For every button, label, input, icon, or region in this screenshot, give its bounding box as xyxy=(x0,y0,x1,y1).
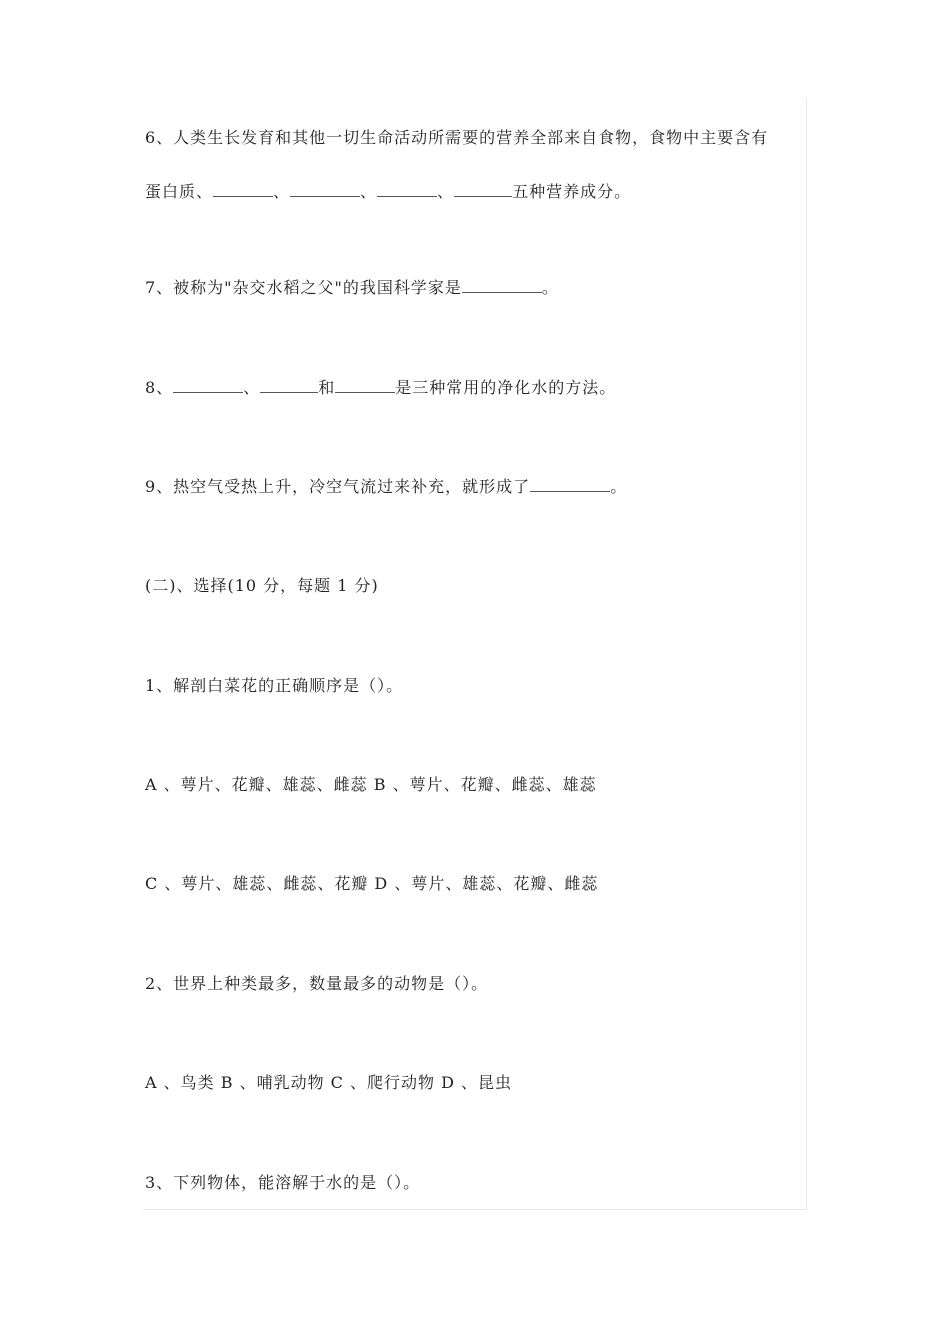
choice-3-text: 3、下列物体，能溶解于水的是（）。 xyxy=(145,1173,421,1192)
question-8 xyxy=(145,378,616,398)
choice-1-options-cd xyxy=(145,874,598,894)
page-frame xyxy=(143,98,807,1210)
question-8-prefix: 8、 xyxy=(145,378,174,397)
separator: 、 xyxy=(437,182,455,201)
answer-blank[interactable] xyxy=(173,378,243,393)
question-9 xyxy=(145,477,627,497)
choice-question-2 xyxy=(145,974,488,994)
section-2-title: (二)、选择(10 分，每题 1 分) xyxy=(145,576,379,595)
choice-question-3 xyxy=(145,1173,420,1193)
answer-blank[interactable] xyxy=(290,182,360,197)
separator: 、 xyxy=(360,182,378,201)
answer-blank[interactable] xyxy=(462,278,542,293)
question-6-suffix: 五种营养成分。 xyxy=(512,182,632,201)
answer-blank[interactable] xyxy=(335,378,395,393)
options-text: A 、萼片、花瓣、雄蕊、雌蕊 B 、萼片、花瓣、雌蕊、雄蕊 xyxy=(145,775,597,794)
question-9-text: 9、热空气受热上升，冷空气流过来补充，就形成了 xyxy=(145,477,531,496)
answer-blank[interactable] xyxy=(377,182,437,197)
options-text: C 、萼片、雄蕊、雌蕊、花瓣 D 、萼片、雄蕊、花瓣、雌蕊 xyxy=(145,874,599,893)
question-6-line-2 xyxy=(145,182,631,202)
separator: 、 xyxy=(243,378,261,397)
question-6-prefix: 蛋白质、 xyxy=(145,182,214,201)
answer-blank[interactable] xyxy=(260,378,318,393)
choice-2-options xyxy=(145,1073,512,1093)
choice-1-options-ab xyxy=(145,775,597,795)
question-9-suffix: 。 xyxy=(610,477,628,496)
choice-1-text: 1、解剖白菜花的正确顺序是（）。 xyxy=(145,676,404,695)
question-7 xyxy=(145,278,559,298)
connector: 和 xyxy=(318,378,336,397)
question-8-suffix: 是三种常用的净化水的方法。 xyxy=(395,378,617,397)
answer-blank[interactable] xyxy=(213,182,273,197)
choice-question-1 xyxy=(145,676,403,696)
answer-blank[interactable] xyxy=(454,182,512,197)
answer-blank[interactable] xyxy=(530,477,610,492)
choice-2-text: 2、世界上种类最多，数量最多的动物是（）。 xyxy=(145,974,489,993)
section-title xyxy=(145,576,379,596)
question-7-suffix: 。 xyxy=(541,278,559,297)
options-text: A 、鸟类 B 、哺乳动物 C 、爬行动物 D 、昆虫 xyxy=(145,1073,512,1092)
question-7-text: 7、被称为"杂交水稻之父"的我国科学家是 xyxy=(145,278,462,297)
separator: 、 xyxy=(273,182,291,201)
question-6-line-1 xyxy=(145,128,768,148)
question-6-text: 6、人类生长发育和其他一切生命活动所需要的营养全部来自食物，食物中主要含有 xyxy=(145,128,769,147)
